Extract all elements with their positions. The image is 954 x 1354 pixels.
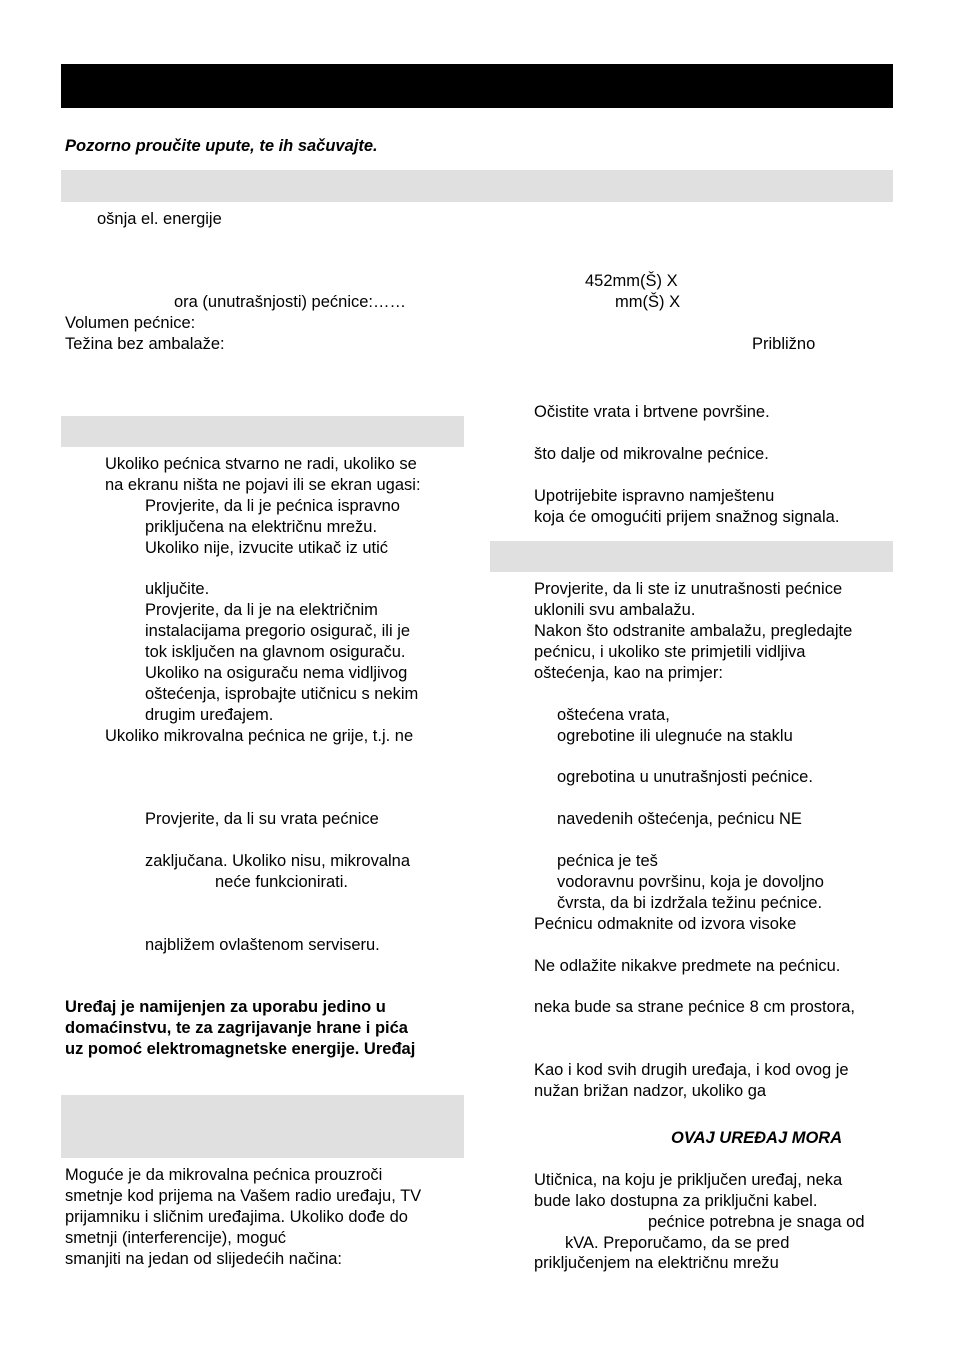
interference-line: smetnje kod prijema na Vašem radio uređaju, TV <box>65 1187 422 1205</box>
install-line: nužan brižan nadzor, ukoliko ga <box>534 1082 767 1100</box>
install-line: pećnicu, i ukoliko ste primjetili vidljiva <box>534 643 806 661</box>
troubleshoot-line: neće funkcionirati. <box>215 873 348 891</box>
section-bar-troubleshoot <box>61 416 464 447</box>
troubleshoot-line: Ukoliko nije, izvucite utikač iz utić <box>145 539 389 557</box>
install-line: vodoravnu površinu, koja je dovoljno <box>557 873 824 891</box>
troubleshoot-line: instalacijama pregorio osigurač, ili je <box>145 622 411 640</box>
install-line: neka bude sa strane pećnice 8 cm prostora, <box>534 998 856 1016</box>
tip-line: koja će omogućiti prijem snažnog signala. <box>534 508 840 526</box>
spec-volume-label: Volumen pećnice: <box>65 314 196 332</box>
install-line: uklonili svu ambalažu. <box>534 601 696 619</box>
usage-line: uz pomoć elektromagnetske energije. Uređaj <box>65 1040 416 1058</box>
install-line: Pećnicu odmaknite od izvora visoke <box>534 915 797 933</box>
usage-line: domaćinstvu, te za zagrijavanje hrane i pića <box>65 1019 408 1037</box>
spec-weight-label: Težina bez ambalaže: <box>65 335 225 353</box>
interference-line: prijamniku i sličnim uređajima. Ukoliko dođe do <box>65 1208 408 1226</box>
troubleshoot-line: tok isključen na glavnom osiguraču. <box>145 643 406 661</box>
spec-weight-value: Približno <box>752 335 816 353</box>
power-line: priključenjem na električnu mrežu <box>534 1254 779 1272</box>
install-line: Ne odlažite nikakve predmete na pećnicu. <box>534 957 841 975</box>
install-line: Provjerite, da li ste iz unutrašnosti pećnice <box>534 580 843 598</box>
troubleshoot-line: Provjerite, da li je pećnica ispravno <box>145 497 400 515</box>
troubleshoot-line: Ukoliko mikrovalna pećnica ne grije, t.j. ne <box>105 727 414 745</box>
install-line: ogrebotine ili ulegnuće na staklu <box>557 727 793 745</box>
power-line: Utičnica, na koju je priključen uređaj, neka <box>534 1171 843 1189</box>
spec-inner-dimensions-label: ora (unutrašnjosti) pećnice:…… <box>174 293 407 311</box>
interference-line: Moguće je da mikrovalna pećnica prouzroči <box>65 1166 383 1184</box>
install-line: navedenih oštećenja, pećnicu NE <box>557 810 802 828</box>
troubleshoot-line: Provjerite, da li su vrata pećnice <box>145 810 379 828</box>
install-line: čvrsta, da bi izdržala težinu pećnice. <box>557 894 823 912</box>
section-bar-specs <box>61 170 893 202</box>
tip-line: što dalje od mikrovalne pećnice. <box>534 445 769 463</box>
spec-inner-dimensions-value: mm(Š) X <box>615 293 681 311</box>
install-line: oštećena vrata, <box>557 706 670 724</box>
tip-line: Očistite vrata i brtvene površine. <box>534 403 770 421</box>
troubleshoot-line: na ekranu ništa ne pojavi ili se ekran ugasi: <box>105 476 421 494</box>
install-line: pećnica je teš <box>557 852 658 870</box>
troubleshoot-line: uključite. <box>145 580 210 598</box>
usage-line: Uređaj je namijenjen za uporabu jedino u <box>65 998 386 1016</box>
install-line: oštećenja, kao na primjer: <box>534 664 723 682</box>
troubleshoot-line: priključena na električnu mrežu. <box>145 518 378 536</box>
spec-outer-dimensions: 452mm(Š) X <box>585 272 678 290</box>
spec-power-consumption: ošnja el. energije <box>97 210 222 228</box>
troubleshoot-line: Provjerite, da li je na električnim <box>145 601 378 619</box>
section-bar-installation <box>490 541 893 572</box>
troubleshoot-line: zaključana. Ukoliko nisu, mikrovalna <box>145 852 411 870</box>
troubleshoot-line: drugim uređajem. <box>145 706 274 724</box>
power-line: pećnice potrebna je snaga od <box>648 1213 865 1231</box>
title-bar <box>61 64 893 108</box>
install-line: Kao i kod svih drugih uređaja, i kod ovog je <box>534 1061 849 1079</box>
install-line: ogrebotina u unutrašnjosti pećnice. <box>557 768 813 786</box>
troubleshoot-line: Ukoliko na osiguraču nema vidljivog <box>145 664 408 682</box>
warning-heading: OVAJ UREĐAJ MORA <box>671 1129 843 1147</box>
intro-text: Pozorno proučite upute, te ih sačuvajte. <box>65 137 378 155</box>
troubleshoot-line: Ukoliko pećnica stvarno ne radi, ukoliko se <box>105 455 417 473</box>
section-bar-interference <box>61 1095 464 1158</box>
troubleshoot-line: oštećenja, isprobajte utičnicu s nekim <box>145 685 419 703</box>
troubleshoot-line: najbližem ovlaštenom serviseru. <box>145 936 380 954</box>
install-line: Nakon što odstranite ambalažu, pregledajte <box>534 622 853 640</box>
interference-line: smetnji (interferencije), moguć <box>65 1229 286 1247</box>
power-line: bude lako dostupna za priključni kabel. <box>534 1192 818 1210</box>
tip-line: Upotrijebite ispravno namještenu <box>534 487 775 505</box>
interference-line: smanjiti na jedan od slijedećih načina: <box>65 1250 343 1268</box>
power-line: kVA. Preporučamo, da se pred <box>565 1234 790 1252</box>
